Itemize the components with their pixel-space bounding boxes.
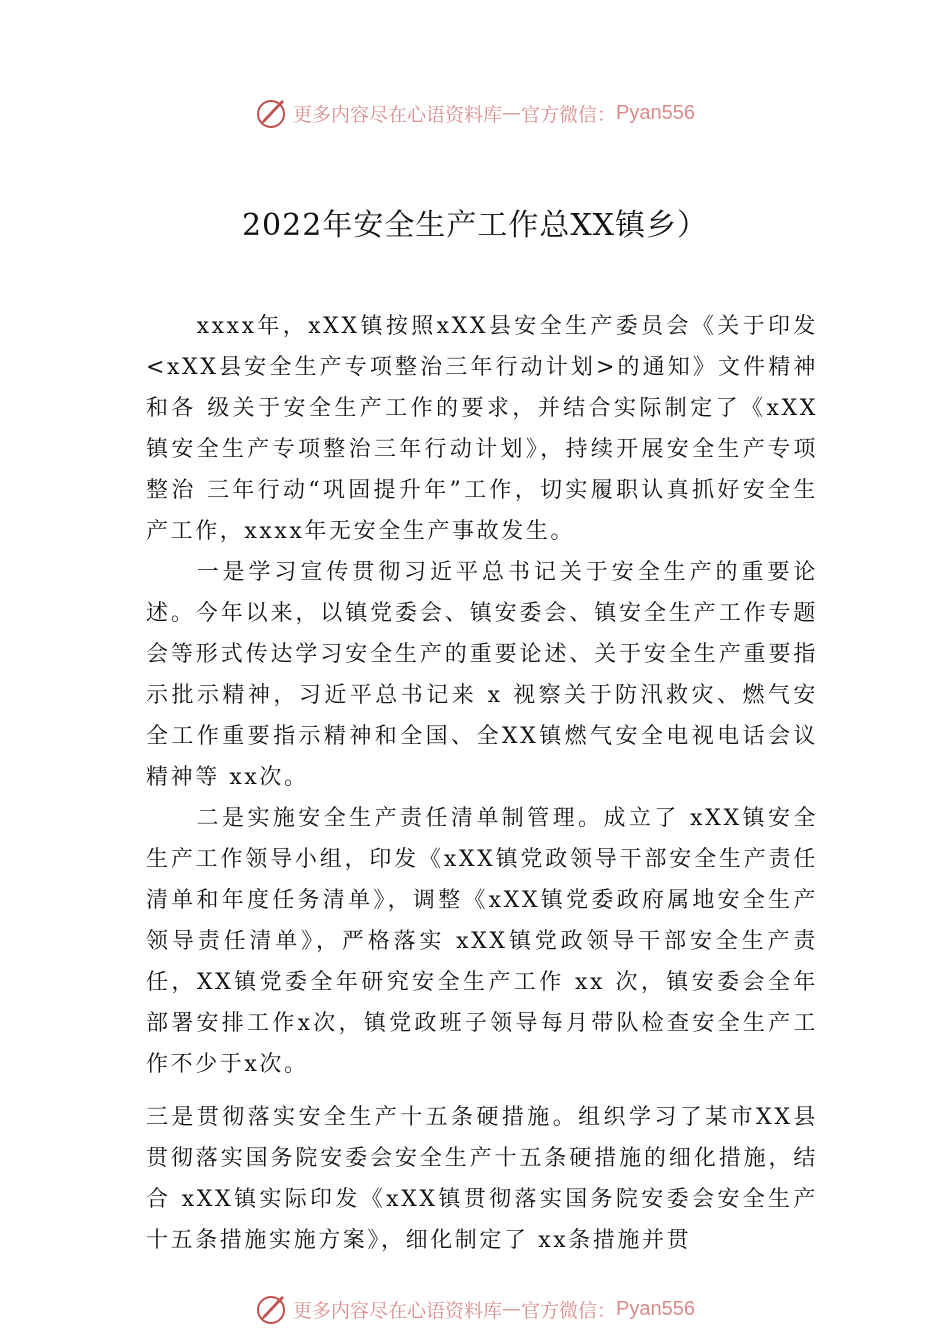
- banner-brand: 更多内容尽在心语资料库: [293, 103, 503, 126]
- paragraph-point-3: 三是贯彻落实安全生产十五条硬措施。组织学习了某市XX县贯彻落实国务院安委会安全生产十五条硬措施的细化措施，结合 xXX镇实际印发《xXX镇贯彻落实国务院安委会安全生产十五条措施实施方案》，细化制定了 xx条措施并贯: [146, 1105, 818, 1253]
- banner-wechat-label: 官方微信：: [521, 1299, 617, 1322]
- paragraph-point-1: 一是学习宣传贯彻习近平总书记关于安全生产的重要论述。今年以来，以镇党委会、镇安委会、镇安全生产工作专题会等形式传达学习安全生产的重要论述、关于安全生产重要指示批示精神，习近平总书记来 x 视察关于防汛救灾、燃气安全工作重要指示精神和全国、全XX镇燃气安全电视电话会议精神等 xx次。: [146, 560, 818, 790]
- pen-nib-logo-icon: [255, 1292, 289, 1326]
- banner-dash: —: [502, 1298, 522, 1320]
- header-banner: [0, 96, 950, 130]
- paragraph-point-2: 二是实施安全生产责任清单制管理。成立了 xXX镇安全生产工作领导小组，印发《xXX镇党政领导干部安全生产责任清单和年度任务清单》，调整《xXX镇党委政府属地安全生产领导责任清单》，严格落实 xXX镇党政领导干部安全生产责任，XX镇党委全年研究安全生产工作 xx 次，镇安委会全年部署安排工作x次，镇党政班子领导每月带队检查安全生产工作不少于x次。: [146, 806, 818, 1077]
- banner-wechat-label: 官方微信：: [521, 103, 617, 126]
- banner-handle: Pyan556: [616, 101, 695, 124]
- pen-nib-logo-icon: [255, 96, 289, 130]
- document-body: [146, 306, 818, 1261]
- banner-handle: Pyan556: [616, 1297, 695, 1320]
- banner-brand: 更多内容尽在心语资料库: [293, 1299, 503, 1322]
- document-title: 2022年安全生产工作总XX镇乡）: [241, 208, 709, 243]
- banner-dash: —: [502, 102, 522, 124]
- footer-banner: [0, 1292, 950, 1326]
- paragraph-intro: xxxx年，xXX镇按照xXX县安全生产委员会《关于印发<xXX县安全生产专项整治三年行动计划>的通知》文件精神和各 级关于安全生产工作的要求，并结合实际制定了《xXX镇安全生产专项整治三年行动计划》，持续开展安全生产专项整治 三年行动“巩固提升年”工作，切实履职认真抓好安全生产工作，xxxx年无安全生产事故发生。: [146, 314, 818, 544]
